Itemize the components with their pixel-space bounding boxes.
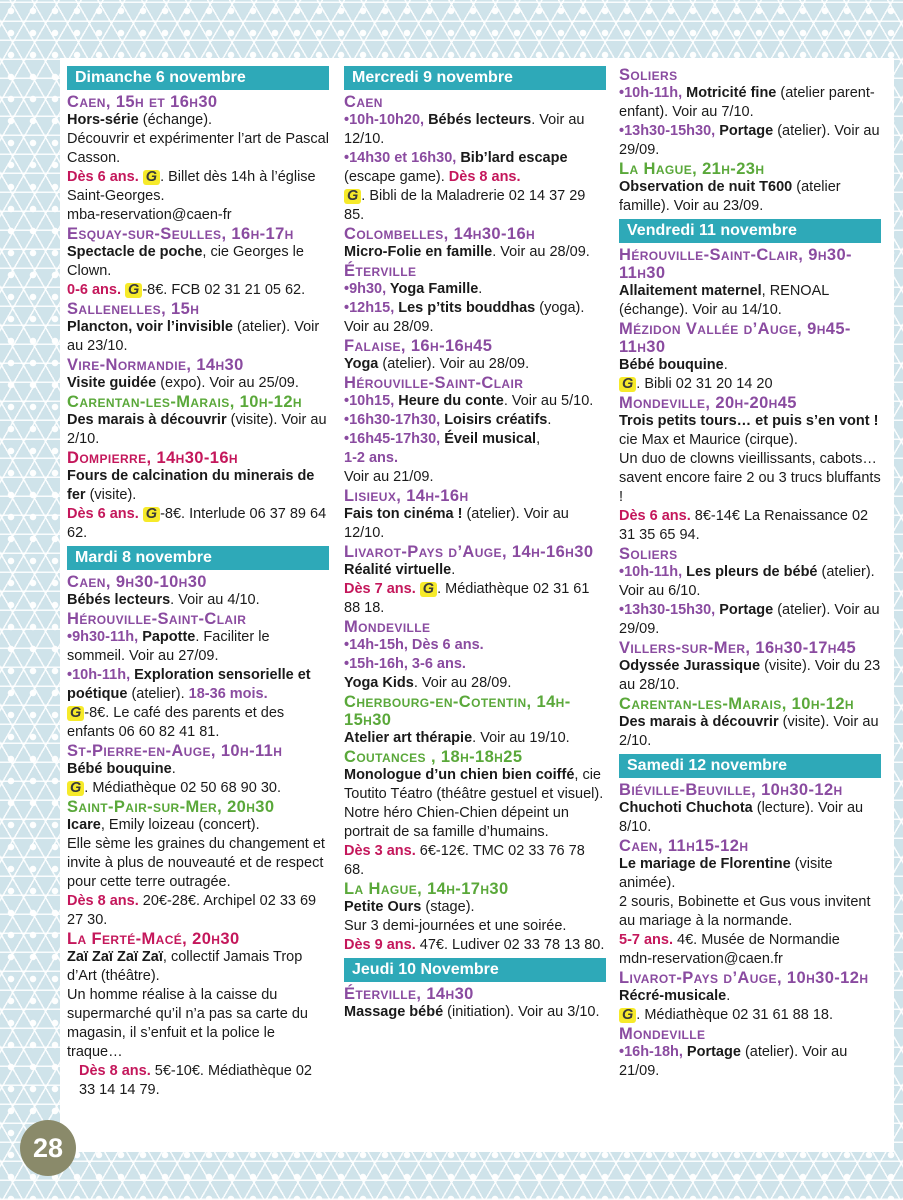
event-detail: (initiation). Voir au 3/10. <box>443 1004 600 1020</box>
event-detail: . <box>547 412 552 428</box>
event-title: Visite guidée <box>67 375 157 391</box>
event <box>619 695 881 751</box>
event-detail: . <box>171 761 176 777</box>
event-time: •16h45-17h30, <box>344 431 441 447</box>
day-header: Samedi 12 novembre <box>619 754 881 778</box>
event-title: Fais ton cinéma ! <box>344 506 463 522</box>
event-title: Chuchoti Chuchota <box>619 800 753 816</box>
event-location: Coutances , 18h-18h25 <box>344 748 523 766</box>
column-2 <box>344 66 606 1022</box>
event-title: Des marais à découvrir <box>67 412 227 428</box>
event-detail: (visite). <box>85 487 137 503</box>
event-location: Vire-Normandie, 14h30 <box>67 356 244 374</box>
event-title: Éveil musical <box>440 431 537 447</box>
event-location: Hérouville-Saint-Clair, 9h30-11h30 <box>619 246 852 282</box>
event-detail: (atelier famille). Voir au 23/09. <box>619 179 841 214</box>
free-badge: G <box>143 507 160 522</box>
event-title: Loisirs créatifs <box>440 412 548 428</box>
event-title: Hors-série <box>67 112 139 128</box>
event-title: Exploration sensorielle et poétique <box>67 667 311 702</box>
event-info: . Bibli 02 31 20 14 20 <box>636 376 773 392</box>
event-info: 47€. Ludiver 02 33 78 13 80. <box>415 937 605 953</box>
event-location: Hérouville-Saint-Clair <box>344 374 524 392</box>
event-info: 6€-12€. TMC 02 33 76 78 68. <box>344 843 585 878</box>
event-detail: , cie Georges le Clown. <box>67 244 304 279</box>
age-range: Dès 8 ans. <box>79 1063 151 1079</box>
event-title: Les p’tits bouddhas <box>394 300 536 316</box>
event <box>619 837 881 969</box>
free-badge: G <box>619 1008 636 1023</box>
event-title: Bébés lecteurs <box>67 592 171 608</box>
event <box>67 930 329 1100</box>
event-detail: (visite). Voir au 2/10. <box>67 412 327 447</box>
event-location: St-Pierre-en-Auge, 10h-11h <box>67 742 283 760</box>
event-location: Éterville, 14h30 <box>344 985 474 1003</box>
event <box>67 573 329 610</box>
event-detail: (lecture). Voir au 8/10. <box>619 800 864 835</box>
event-description: Un homme réalise à la caisse du supermarché qu’il n’a pas sa carte du magasin, il s’enfuit et la police le traque… <box>67 987 308 1060</box>
day-header: Jeudi 10 Novembre <box>344 958 606 982</box>
event-info: . Médiathèque 02 31 61 88 18. <box>636 1007 833 1023</box>
event <box>619 160 881 216</box>
event-title: Réalité virtuelle <box>344 562 452 578</box>
event-detail: (atelier). <box>127 686 185 702</box>
event-location: La Ferté-Macé, 20h30 <box>67 930 240 948</box>
event-title: Heure du conte <box>394 393 504 409</box>
event <box>67 93 329 225</box>
event-detail: , Emily loizeau (concert). <box>100 817 260 833</box>
event-info: . Médiathèque 02 31 61 88 18. <box>344 581 590 616</box>
event-time: •15h-16h, 3-6 ans. <box>344 656 466 672</box>
event-title: Allaitement maternel <box>619 283 762 299</box>
age-range: Dès 3 ans. <box>344 843 416 859</box>
event-location: Biéville-Beuville, 10h30-12h <box>619 781 843 799</box>
event-description: 2 souris, Bobinette et Gus vous invitent au mariage à la normande. <box>619 894 871 929</box>
event-title: Monologue d’un chien bien coiffé <box>344 767 575 783</box>
event-title: Icare <box>67 817 101 833</box>
event <box>619 969 881 1025</box>
event <box>344 693 606 748</box>
free-badge: G <box>619 377 636 392</box>
event-time: •9h30, <box>344 281 387 297</box>
event-time: •16h-18h, <box>619 1044 683 1060</box>
event <box>619 246 881 320</box>
event-detail: , RENOAL (échange). Voir au 14/10. <box>619 283 829 318</box>
event-title: Petite Ours <box>344 899 422 915</box>
free-badge: G <box>67 781 84 796</box>
event-info: 4€. Musée de Normandie <box>673 932 840 948</box>
event-location: Carentan-les-Marais, 10h-12h <box>67 393 302 411</box>
event <box>67 300 329 356</box>
event-title: Des marais à découvrir <box>619 714 779 730</box>
event-location: Mondeville <box>344 618 431 636</box>
event-info: 5€-10€. Médiathèque 02 33 14 14 79. <box>79 1063 312 1098</box>
age-range: 1-2 ans. <box>344 450 398 466</box>
event-info: Voir au 21/09. <box>344 469 434 485</box>
event <box>67 610 329 742</box>
event-time: •13h30-15h30, <box>619 123 716 139</box>
event-location: Sallenelles, 15h <box>67 300 200 318</box>
event-info: 20€-28€. Archipel 02 33 69 27 30. <box>67 893 317 928</box>
event <box>344 880 606 955</box>
event-description: Un duo de clowns vieillissants, cabots… savent encore faire 2 ou 3 trucs bluffants ! <box>619 451 881 505</box>
event-time: •13h30-15h30, <box>619 602 716 618</box>
event-title: Yoga Famille <box>386 281 479 297</box>
event-time: •10h-11h, <box>67 667 131 683</box>
event-title: Micro-Folie en famille <box>344 244 493 260</box>
event-location: La Hague, 14h-17h30 <box>344 880 509 898</box>
event-detail: , collectif Jamais Trop d’Art (théâtre). <box>67 949 303 984</box>
column-1 <box>67 66 329 1100</box>
event-detail: (yoga). Voir au 28/09. <box>344 300 585 335</box>
event-title: Spectacle de poche <box>67 244 203 260</box>
event <box>67 225 329 300</box>
event-title: Odyssée Jurassique <box>619 658 761 674</box>
email-link[interactable]: mba-reservation@caen-fr <box>67 207 232 223</box>
event-description: Notre héro Chien-Chien dépeint un portrait de sa famille d’humains. <box>344 805 569 840</box>
event-title: Trois petits tours… et puis s’en vont ! <box>619 413 879 429</box>
event-location: Mondeville, 20h-20h45 <box>619 394 797 412</box>
event-location: Caen, 11h15-12h <box>619 837 749 855</box>
event-detail: (atelier). Voir au 29/09. <box>619 602 880 637</box>
age-range: 18-36 mois. <box>184 686 268 702</box>
agenda-page <box>60 58 894 1152</box>
event-title: Atelier art thérapie <box>344 730 473 746</box>
event-time: •10h-11h, <box>619 85 683 101</box>
event-time: •10h15, <box>344 393 395 409</box>
event <box>344 337 606 374</box>
age-range: 0-6 ans. <box>67 282 121 298</box>
event-location: Cherbourg-en-Cotentin, 14h-15h30 <box>344 693 571 729</box>
event-detail: (visite animée). <box>619 856 833 891</box>
event <box>67 393 329 449</box>
age-range: Dès 7 ans. <box>344 581 416 597</box>
event-info: 8€-14€ La Renaissance 02 31 35 65 94. <box>619 508 869 543</box>
event-location: Éterville <box>344 262 417 280</box>
event <box>67 798 329 930</box>
day-header: Mardi 8 novembre <box>67 546 329 570</box>
event-title: Zaï Zaï Zaï Zaï <box>67 949 163 965</box>
event <box>344 225 606 262</box>
page-number: 28 <box>20 1120 76 1176</box>
column-3 <box>619 66 881 1081</box>
event-time: •16h30-17h30, <box>344 412 441 428</box>
event <box>619 394 881 545</box>
age-range: Dès 6 ans. <box>619 508 691 524</box>
free-badge: G <box>143 170 160 185</box>
event-title: Le mariage de Florentine <box>619 856 791 872</box>
event <box>619 320 881 394</box>
event-location: Hérouville-Saint-Clair <box>67 610 247 628</box>
event-time: •14h30 et 16h30, <box>344 150 457 166</box>
event-description: Sur 3 demi-journées et une soirée. <box>344 918 567 934</box>
event-title: Les pleurs de bébé <box>682 564 818 580</box>
event-detail: (expo). Voir au 25/09. <box>156 375 299 391</box>
age-range: Dès 6 ans. <box>67 506 139 522</box>
day-header: Mercredi 9 novembre <box>344 66 606 90</box>
event-detail: . Voir au 4/10. <box>170 592 260 608</box>
event-detail: (atelier). Voir au 29/09. <box>619 123 880 158</box>
event-detail: (visite). Voir du 23 au 28/10. <box>619 658 881 693</box>
event-detail: (atelier). Voir au 6/10. <box>619 564 875 599</box>
event-detail: . <box>451 562 456 578</box>
event-location: Colombelles, 14h30-16h <box>344 225 536 243</box>
event-detail: . <box>723 357 728 373</box>
free-badge: G <box>125 283 142 298</box>
event-detail: (atelier). Voir au 12/10. <box>344 506 569 541</box>
event-info: -8€. Le café des parents et des enfants 06 60 82 41 81. <box>67 705 285 740</box>
event-location: Esquay-sur-Seulles, 16h-17h <box>67 225 294 243</box>
event-detail: . Faciliter le sommeil. Voir au 27/09. <box>67 629 270 664</box>
event-title: Bébé bouquine <box>619 357 724 373</box>
event-detail: . Voir au 19/10. <box>472 730 570 746</box>
age-range: 5-7 ans. <box>619 932 673 948</box>
event-detail: (escape game). <box>344 169 445 185</box>
event <box>619 639 881 695</box>
event-title: Bib’lard escape <box>456 150 568 166</box>
age-range: Dès 8 ans. <box>67 893 139 909</box>
event-location: Soliers <box>619 545 678 563</box>
event-detail: . Voir au 12/10. <box>344 112 585 147</box>
event-location: Caen <box>344 93 383 111</box>
event-location: Caen, 9h30-10h30 <box>67 573 207 591</box>
event-detail: (atelier). Voir au 23/10. <box>67 319 320 354</box>
event-location: Lisieux, 14h-16h <box>344 487 469 505</box>
event-location: Caen, 15h et 16h30 <box>67 93 218 111</box>
event-detail: (atelier). Voir au 21/09. <box>619 1044 848 1079</box>
event-detail: , cie Toutito Téatro (théâtre gestuel et visuel). <box>344 767 604 802</box>
event <box>619 66 881 160</box>
day-header: Vendredi 11 novembre <box>619 219 881 243</box>
event-title: Bébé bouquine <box>67 761 172 777</box>
event-location: Dompierre, 14h30-16h <box>67 449 238 467</box>
event <box>344 93 606 225</box>
event-location: Saint-Pair-sur-Mer, 20h30 <box>67 798 275 816</box>
event-title: Massage bébé <box>344 1004 444 1020</box>
event-title: Bébés lecteurs <box>424 112 532 128</box>
event-info: . Billet dès 14h à l’église Saint-Georges. <box>67 169 316 204</box>
event-detail: (atelier). Voir au 28/09. <box>378 356 530 372</box>
event-info: -8€. Interlude 06 37 89 64 62. <box>67 506 327 541</box>
age-range: Dès 9 ans. <box>344 937 416 953</box>
event-description: Elle sème les graines du changement et invite à plus de nouveauté et de respect pour cette terre outragée. <box>67 836 325 890</box>
event-title: Portage <box>715 602 774 618</box>
event-location: La Hague, 21h-23h <box>619 160 765 178</box>
free-badge: G <box>420 582 437 597</box>
event-detail: . <box>726 988 731 1004</box>
event-title: Récré-musicale <box>619 988 727 1004</box>
event <box>344 487 606 543</box>
event-detail: . <box>478 281 483 297</box>
event-location: Soliers <box>619 66 678 84</box>
event-detail: , <box>536 431 541 447</box>
event-location: Falaise, 16h-16h45 <box>344 337 493 355</box>
day-header: Dimanche 6 novembre <box>67 66 329 90</box>
event <box>344 543 606 618</box>
free-badge: G <box>344 189 361 204</box>
event-detail: . Voir au 28/09. <box>492 244 590 260</box>
free-badge: G <box>67 706 84 721</box>
event-time: •10h-10h20, <box>344 112 425 128</box>
event-description: Découvrir et expérimenter l’art de Pascal Casson. <box>67 131 329 166</box>
event-location: Carentan-les-Marais, 10h-12h <box>619 695 854 713</box>
event-detail: cie Max et Maurice (cirque). <box>619 432 798 448</box>
event <box>344 262 606 337</box>
event-time: •10h-11h, <box>619 564 683 580</box>
event-detail: (échange). <box>138 112 213 128</box>
event-location: Mézidon Vallée d’Auge, 9h45-11h30 <box>619 320 851 356</box>
event-info: -8€. FCB 02 31 21 05 62. <box>142 282 306 298</box>
event-title: Portage <box>682 1044 741 1060</box>
event-location: Mondeville <box>619 1025 706 1043</box>
event <box>344 374 606 487</box>
event-title: Papotte <box>138 629 196 645</box>
event-detail: (visite). Voir au 2/10. <box>619 714 879 749</box>
event-title: Observation de nuit T600 <box>619 179 793 195</box>
event-title: Plancton, voir l’invisible <box>67 319 233 335</box>
event <box>67 449 329 543</box>
event-info: . Bibli de la Maladrerie 02 14 37 29 85. <box>344 188 586 223</box>
event <box>344 748 606 880</box>
event <box>619 1025 881 1081</box>
event-time: •9h30-11h, <box>67 629 139 645</box>
event-info: . Médiathèque 02 50 68 90 30. <box>84 780 281 796</box>
event-title: Yoga <box>344 356 379 372</box>
event-title: Motricité fine <box>682 85 777 101</box>
event <box>619 545 881 639</box>
age-range: Dès 8 ans. <box>444 169 521 185</box>
event <box>619 781 881 837</box>
event-detail: (atelier parent-enfant). Voir au 7/10. <box>619 85 875 120</box>
event-location: Livarot-Pays d’Auge, 10h30-12h <box>619 969 869 987</box>
event <box>344 618 606 693</box>
event-detail: . Voir au 28/09. <box>413 675 512 691</box>
event-detail: . Voir au 5/10. <box>503 393 594 409</box>
event-time: •14h-15h, Dès 6 ans. <box>344 637 484 653</box>
event-detail: (stage). <box>421 899 475 915</box>
age-range: Dès 6 ans. <box>67 169 139 185</box>
event-location: Villers-sur-Mer, 16h30-17h45 <box>619 639 857 657</box>
email-link[interactable]: mdn-reservation@caen.fr <box>619 951 783 967</box>
event-title: Fours de calcination du minerais de fer <box>67 468 315 503</box>
event <box>67 742 329 798</box>
event-title: Yoga Kids <box>344 675 414 691</box>
event-location: Livarot-Pays d’Auge, 14h-16h30 <box>344 543 594 561</box>
event <box>67 356 329 393</box>
event <box>344 985 606 1022</box>
event-time: •12h15, <box>344 300 395 316</box>
event-title: Portage <box>715 123 774 139</box>
